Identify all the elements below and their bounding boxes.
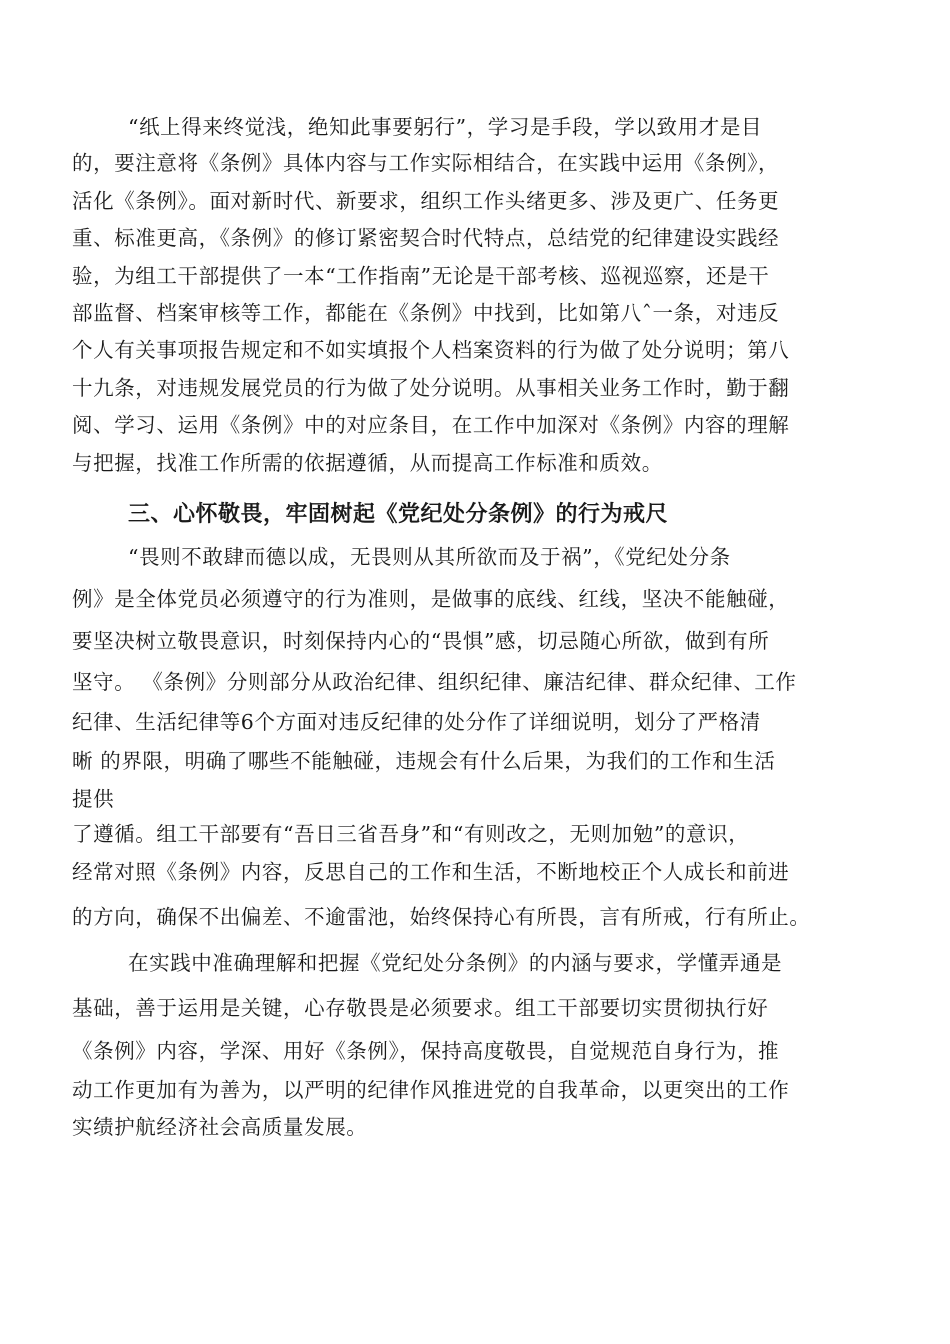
p3-line-4: 动工作更加有为善为，以严明的纪律作风推进党的自我革命，以更突出的工作 — [72, 1078, 790, 1102]
p3-line-5: 实绩护航经济社会高质量发展。 — [72, 1115, 368, 1139]
p2-line-5: 纪律、生活纪律等6个方面对违反纪律的处分作了详细说明，划分了严格清 — [72, 710, 761, 734]
p1-line-6: 部监督、档案审核等工作，都能在《条例》中找到，比如第八ˆ一条，对违反 — [72, 301, 780, 325]
p3-line-1: 在实践中准确理解和把握《党纪处分条例》的内涵与要求，学懂弄通是 — [128, 951, 783, 975]
p1-line-3: 活化《条例》。面对新时代、新要求，组织工作头绪更多、涉及更广、任务更 — [72, 189, 780, 213]
p2-line-9: 经常对照《条例》内容，反思自己的工作和生活，不断地校正个人成长和前进 — [72, 860, 790, 884]
p2-line-2: 例》是全体党员必须遵守的行为准则，是做事的底线、红线，坚决不能触碰， — [72, 587, 790, 611]
p1-line-7: 个人有关事项报告规定和不如实填报个人档案资料的行为做了处分说明；第八 — [72, 338, 790, 362]
p1-line-5: 验，为组工干部提供了一本“工作指南”无论是干部考核、巡视巡察，还是干 — [72, 264, 770, 288]
p1-line-10: 与把握，找准工作所需的依据遵循，从而提高工作标准和质效。 — [72, 451, 663, 475]
p1-line-1: “纸上得来终觉浅，绝知此事要躬行”，学习是手段，学以致用才是目 — [128, 115, 763, 139]
p2-line-7: 提供 — [72, 787, 115, 811]
p3-line-2: 基础，善于运用是关键，心存敬畏是必须要求。组工干部要切实贯彻执行好 — [72, 996, 769, 1020]
p1-line-2: 的，要注意将《条例》具体内容与工作实际相结合，在实践中运用《条例》， — [72, 151, 780, 175]
p2-line-6: 晰 的界限，明确了哪些不能触碰，违规会有什么后果，为我们的工作和生活 — [72, 749, 776, 773]
p2-line-1: “畏则不敢肆而德以成，无畏则从其所欲而及于祸”，《党纪处分条 — [128, 545, 731, 569]
p1-line-9: 阅、学习、运用《条例》中的对应条目，在工作中加深对《条例》内容的理解 — [72, 413, 790, 437]
p2-line-8: 了遵循。组工干部要有“吾日三省吾身”和“有则改之，无则加勉”的意识， — [72, 822, 750, 846]
p1-line-8: 十九条，对违规发展党员的行为做了处分说明。从事相关业务工作时，勤于翻 — [72, 376, 790, 400]
p2-line-10: 的方向，确保不出偏差、不逾雷池，始终保持心有所畏，言有所戒，行有所止。 — [72, 905, 811, 929]
p3-line-3: 《条例》内容，学深、用好《条例》，保持高度敬畏，自觉规范自身行为，推 — [72, 1039, 780, 1063]
p2-line-3: 要坚决树立敬畏意识，时刻保持内心的“畏惧”感，切忌随心所欲，做到有所 — [72, 629, 770, 653]
section-heading-3: 三、心怀敬畏，牢固树起《党纪处分条例》的行为戒尺 — [128, 502, 669, 527]
p1-line-4: 重、标准更高，《条例》的修订紧密契合时代特点，总结党的纪律建设实践经 — [72, 226, 780, 250]
p2-line-4: 坚守。 《条例》分则部分从政治纪律、组织纪律、廉洁纪律、群众纪律、工作 — [72, 670, 797, 694]
